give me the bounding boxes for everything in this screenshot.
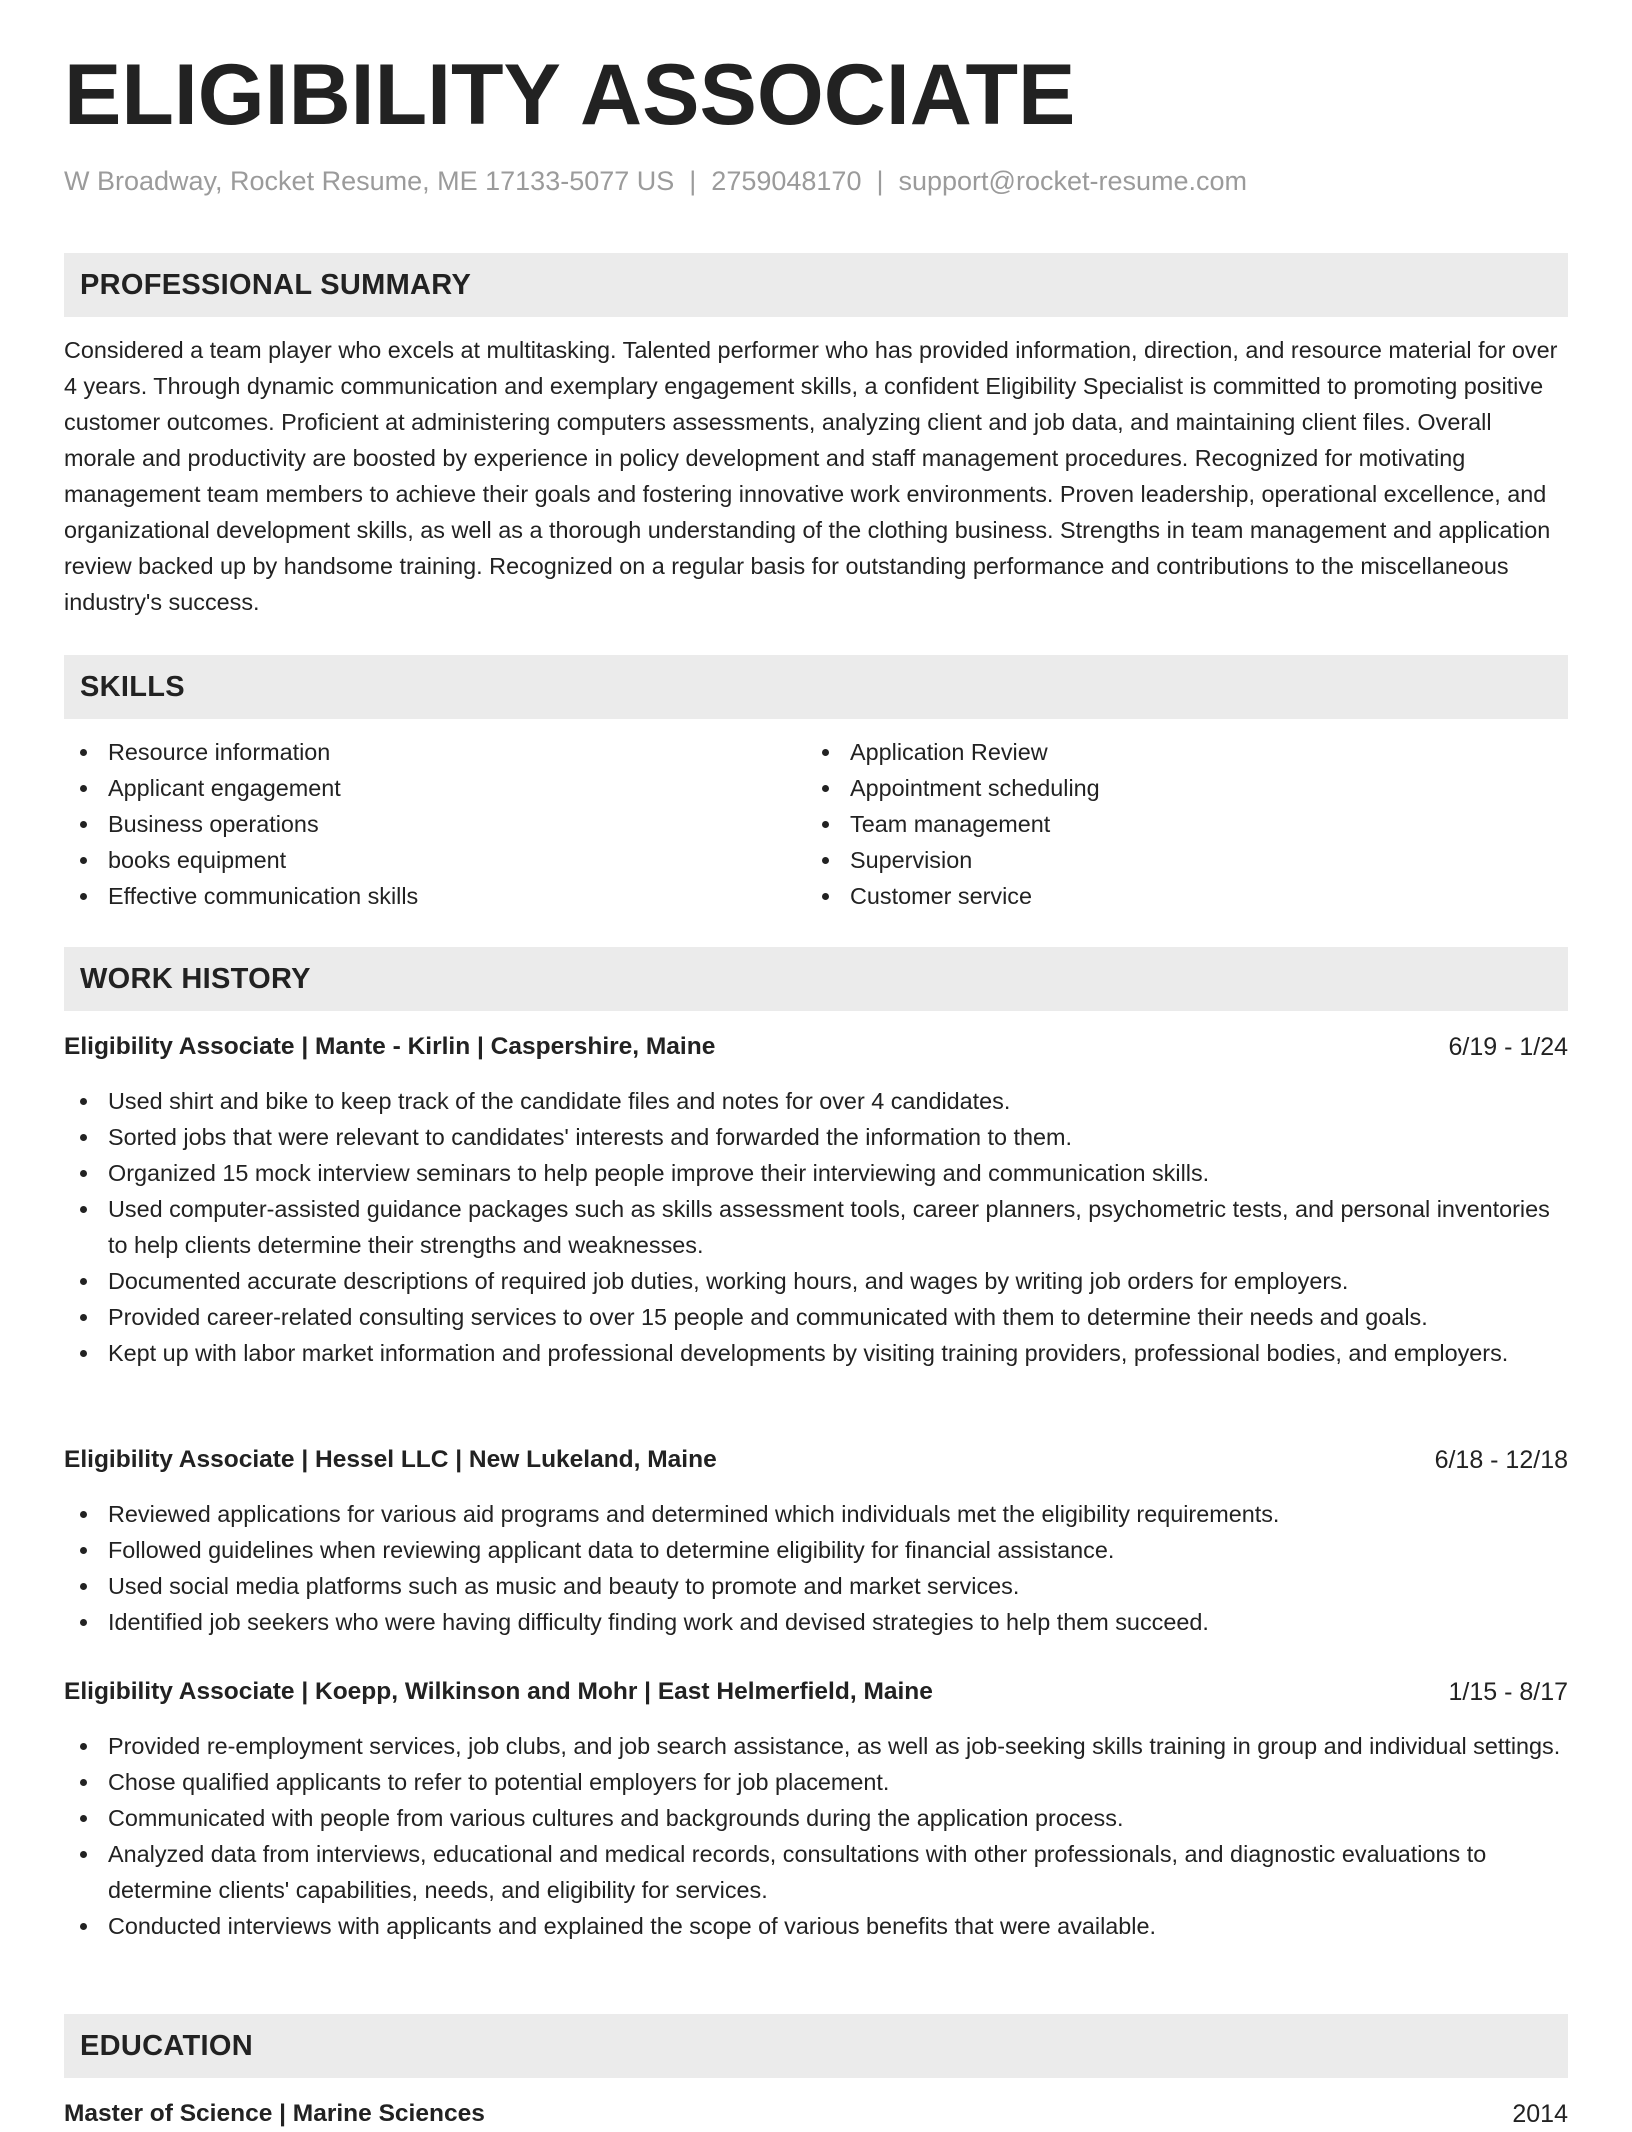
job-bullets bbox=[64, 1083, 1568, 1371]
job-bullet: Analyzed data from interviews, educational and medical records, consultations with other professionals, and diagnostic evaluations to determine clients' capabilities, needs, and eligibility for services. bbox=[64, 1836, 1568, 1908]
job-title: Eligibility Associate | Koepp, Wilkinson and Mohr | East Helmerfield, Maine bbox=[64, 1678, 933, 1705]
job-bullet: Used shirt and bike to keep track of the candidate files and notes for over 4 candidates. bbox=[64, 1083, 1568, 1119]
job-heading-row bbox=[64, 1674, 1568, 1710]
education-heading-row bbox=[64, 2096, 1568, 2132]
job-bullet: Reviewed applications for various aid programs and determined which individuals met the eligibility requirements. bbox=[64, 1496, 1568, 1532]
contact-phone: 2759048170 bbox=[711, 166, 862, 196]
job-title: Eligibility Associate | Mante - Kirlin | Caspershire, Maine bbox=[64, 1033, 716, 1060]
skill-item: Supervision bbox=[806, 842, 1100, 878]
skill-item: Appointment scheduling bbox=[806, 770, 1100, 806]
contact-separator: | bbox=[689, 166, 697, 196]
degree-title: Master of Science | Marine Sciences bbox=[64, 2100, 485, 2127]
skill-item: Effective communication skills bbox=[64, 878, 418, 914]
skill-item: Business operations bbox=[64, 806, 418, 842]
job-bullet: Kept up with labor market information and professional developments by visiting training providers, professional bodies, and employers. bbox=[64, 1335, 1568, 1371]
job-bullet: Chose qualified applicants to refer to potential employers for job placement. bbox=[64, 1764, 1568, 1800]
section-header-skills bbox=[64, 655, 1568, 719]
contact-email: support@rocket-resume.com bbox=[898, 166, 1248, 196]
skill-item: Customer service bbox=[806, 878, 1100, 914]
job-bullet: Communicated with people from various cultures and backgrounds during the application process. bbox=[64, 1800, 1568, 1836]
job-heading-row bbox=[64, 1029, 1568, 1065]
job-heading-row bbox=[64, 1442, 1568, 1478]
job-bullet: Conducted interviews with applicants and explained the scope of various benefits that were available. bbox=[64, 1908, 1568, 1944]
section-title-summary: PROFESSIONAL SUMMARY bbox=[80, 269, 472, 301]
job-bullet: Organized 15 mock interview seminars to help people improve their interviewing and communication skills. bbox=[64, 1155, 1568, 1191]
skill-item: Resource information bbox=[64, 734, 418, 770]
job-bullet: Provided career-related consulting services to over 15 people and communicated with them to determine their needs and goals. bbox=[64, 1299, 1568, 1335]
job-bullet: Documented accurate descriptions of required job duties, working hours, and wages by writing job orders for employers. bbox=[64, 1263, 1568, 1299]
skill-item: Team management bbox=[806, 806, 1100, 842]
section-title-skills: SKILLS bbox=[80, 671, 185, 703]
section-header-summary bbox=[64, 253, 1568, 317]
contact-address: W Broadway, Rocket Resume, ME 17133-5077 US bbox=[64, 166, 675, 196]
section-header-work-history bbox=[64, 947, 1568, 1011]
job-dates: 6/18 - 12/18 bbox=[1434, 1446, 1568, 1474]
job-title: Eligibility Associate | Hessel LLC | New Lukeland, Maine bbox=[64, 1446, 717, 1473]
job-dates: 6/19 - 1/24 bbox=[1448, 1033, 1568, 1061]
job-bullet: Followed guidelines when reviewing applicant data to determine eligibility for financial assistance. bbox=[64, 1532, 1568, 1568]
section-title-education: EDUCATION bbox=[80, 2030, 253, 2062]
skill-item: Applicant engagement bbox=[64, 770, 418, 806]
skills-column-right bbox=[806, 734, 1100, 914]
skill-item: books equipment bbox=[64, 842, 418, 878]
summary-text: Considered a team player who excels at multitasking. Talented performer who has provided information, direction, and resource material for over 4 years. Through dynamic communication and exemplary engagement skills, a confident Eligibility Specialist is committed to promoting positive customer outcomes. Proficient at administering computers assessments, analyzing client and job data, and maintaining client files. Overall morale and productivity are boosted by experience in policy development and staff management procedures. Recognized for motivating management team members to achieve their goals and fostering innovative work environments. Proven leadership, operational excellence, and organizational development skills, as well as a thorough understanding of the clothing business. Strengths in team management and application review backed up by handsome training. Recognized on a regular basis for outstanding performance and contributions to the miscellaneous industry's success. bbox=[64, 337, 1558, 615]
graduation-year: 2014 bbox=[1512, 2100, 1568, 2128]
job-bullets bbox=[64, 1496, 1568, 1640]
job-bullet: Identified job seekers who were having difficulty finding work and devised strategies to help them succeed. bbox=[64, 1604, 1568, 1640]
candidate-name: ELIGIBILITY ASSOCIATE bbox=[64, 47, 1076, 143]
job-bullet: Used social media platforms such as music and beauty to promote and market services. bbox=[64, 1568, 1568, 1604]
contact-line bbox=[64, 168, 1247, 195]
section-header-education bbox=[64, 2014, 1568, 2078]
job-dates: 1/15 - 8/17 bbox=[1448, 1678, 1568, 1706]
contact-separator: | bbox=[876, 166, 884, 196]
job-bullet: Provided re-employment services, job clubs, and job search assistance, as well as job-seeking skills training in group and individual settings. bbox=[64, 1728, 1568, 1764]
section-title-work-history: WORK HISTORY bbox=[80, 963, 311, 995]
skill-item: Application Review bbox=[806, 734, 1100, 770]
job-bullet: Used computer-assisted guidance packages such as skills assessment tools, career planners, psychometric tests, and personal inventories to help clients determine their strengths and weaknesses. bbox=[64, 1191, 1568, 1263]
job-bullet: Sorted jobs that were relevant to candidates' interests and forwarded the information to them. bbox=[64, 1119, 1568, 1155]
skills-column-left bbox=[64, 734, 418, 914]
job-bullets bbox=[64, 1728, 1568, 1944]
